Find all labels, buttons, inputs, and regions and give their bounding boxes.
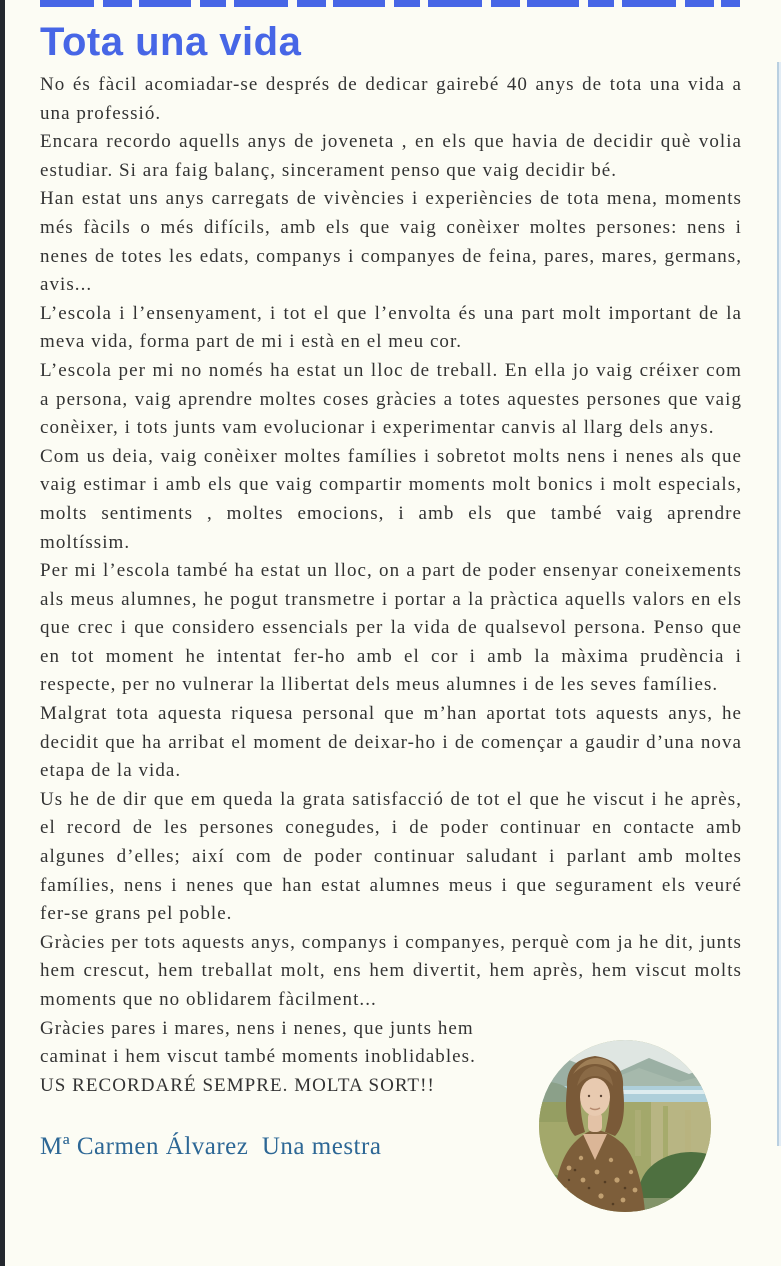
left-edge-bar [0,0,5,1266]
clipped-heading-remnant [40,0,740,7]
paragraph-list [40,71,742,1015]
article-paragraph: No és fàcil acomiadar-se després de dedicar gairebé 40 anys de tota una vida a una professió. [40,74,742,124]
article-body [40,71,742,1162]
scrollbar-thumb[interactable] [777,62,779,1146]
page-title: Tota una vida [40,20,302,64]
article-paragraph: Com us deia, vaig conèixer moltes famílies i sobretot molts nens i nenes als que vaig estimar i amb els que vaig compartir moments molt bonics i molt especials, molts sentiments , moltes emocions, i amb els que també vaig aprendre moltíssim. [40,445,742,553]
farewell-paragraph: Gràcies pares i mares, nens i nenes, que junts hem caminat i hem viscut també moments inoblidables. [40,1017,476,1068]
farewell-block [40,1015,742,1163]
teacher-portrait-photo [539,1040,711,1212]
article-paragraph: Han estat uns anys carregats de vivències i experiències de tota mena, moments més fàcils o més difícils, amb els que vaig conèixer moltes persones: nens i nenes de totes les edats, companys i companyes de feina, pares, mares, germans, avis... [40,188,742,296]
article-paragraph: Gràcies per tots aquests anys, companys i companyes, perquè com ja he dit, junts hem crescut, hem treballat molt, ens hem divertit, hem après, hem viscut molts moments que no oblidarem fàcilment... [40,931,742,1010]
article-paragraph: Per mi l’escola també ha estat un lloc, on a part de poder ensenyar coneixements als meus alumnes, he pogut transmetre i portar a la pràctica aquells valors en els que crec i que considero essencials per la vida de qualsevol persona. Penso que en tot moment he intentat fer-ho amb el cor i amb la màxima prudència i respecte, per no vulnerar la llibertat dels meus alumnes i de les seves famílies. [40,560,742,696]
farewell-caps-line: US RECORDARÉ SEMPRE. MOLTA SORT!! [40,1074,435,1096]
article [40,0,742,1212]
article-paragraph: Malgrat tota aquesta riquesa personal que m’han aportat tots aquests anys, he decidit que ha arribat el moment de deixar-ho i de començar a gaudir d’una nova etapa de la vida. [40,703,742,782]
article-paragraph: Encara recordo aquells anys de joveneta , en els que havia de decidir què volia estudiar. Si ara faig balanç, sincerament penso que vaig decidir bé. [40,131,742,181]
signature: Mª Carmen Álvarez Una mestra [40,1133,382,1161]
article-paragraph: L’escola i l’ensenyament, i tot el que l’envolta és una part molt important de la meva vida, forma part de mi i està en el meu cor. [40,302,742,353]
article-paragraph: Us he de dir que em queda la grata satisfacció de tot el que he viscut i he après, el record de les persones conegudes, i de poder continuar en contacte amb algunes d’elles; així com de poder continuar saludant i parlant amb moltes famílies, nens i nenes que han estat alumnes meus i que segurament els veuré fer-se grans pel poble. [40,788,742,925]
article-paragraph: L’escola per mi no només ha estat un lloc de treball. En ella jo vaig créixer com a persona, vaig aprendre moltes coses gràcies a totes aquestes persones que vaig conèixer, i tots junts vam evolucionar i experimentar canvis al llarg dels anys. [40,359,742,439]
